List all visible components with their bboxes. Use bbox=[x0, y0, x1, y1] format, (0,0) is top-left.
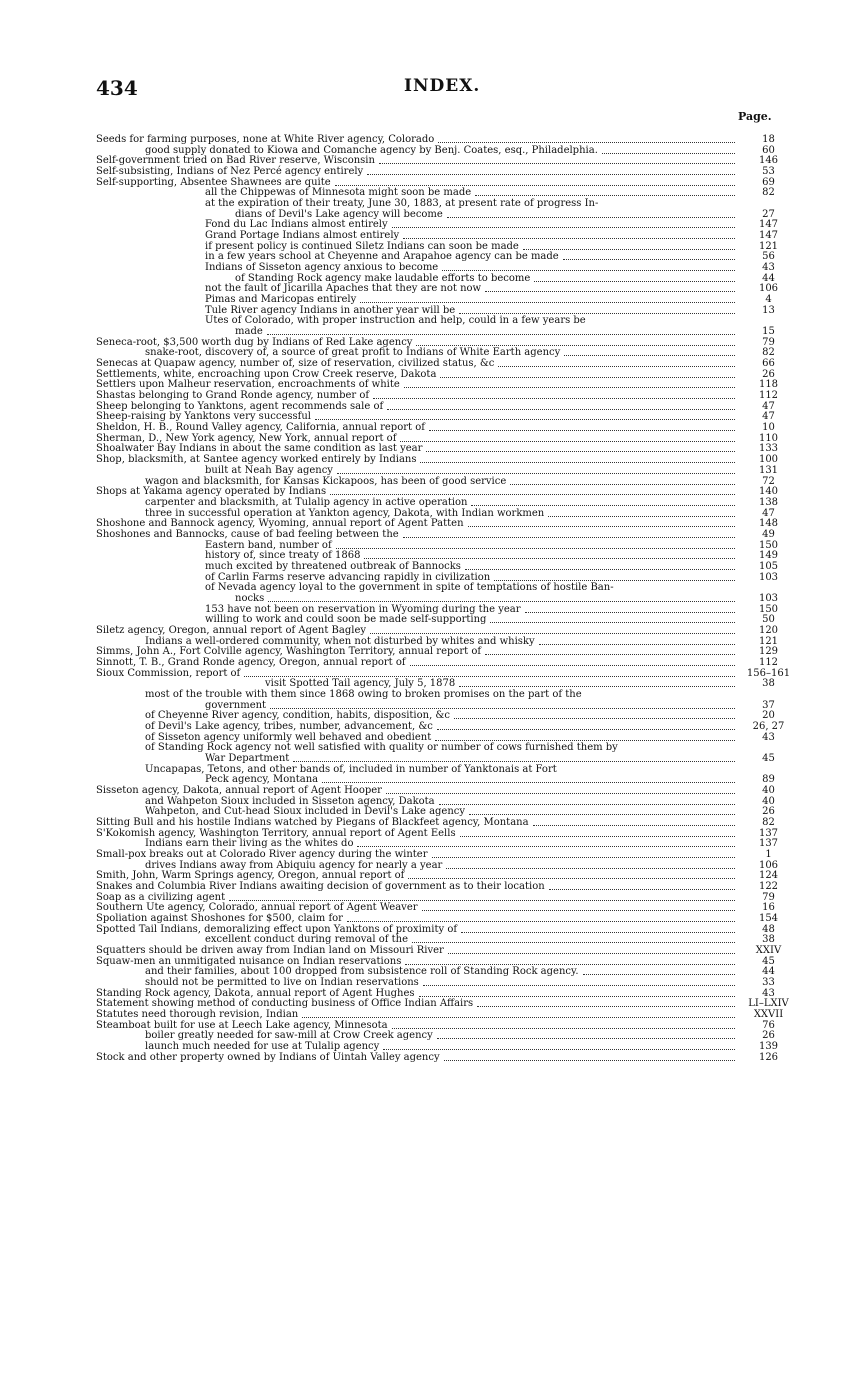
entry-text: wagon and blacksmith, for Kansas Kickapoos, has been of good service bbox=[145, 475, 507, 487]
dot-leader bbox=[403, 238, 735, 239]
entry-page-number: 40 bbox=[762, 784, 775, 796]
entry-page-number: 112 bbox=[758, 390, 779, 402]
dot-leader bbox=[293, 761, 735, 762]
entry-page-number: 140 bbox=[758, 486, 779, 498]
dot-leader bbox=[465, 569, 735, 570]
entry-page-number: 150 bbox=[758, 539, 779, 551]
entry-text: government bbox=[205, 699, 267, 711]
entry-text: Shop, blacksmith, at Santee agency worked entirely by Indians bbox=[96, 454, 417, 466]
entry-page-number: 133 bbox=[758, 443, 779, 455]
dot-leader bbox=[330, 494, 735, 495]
entry-text: Statement showing method of conducting business of Office Indian Affairs bbox=[96, 998, 474, 1010]
entry-text: Uncapapas, Tetons, and other bands of, included in number of Yanktonais at Fort bbox=[145, 763, 557, 775]
entry-text: Simms, John A., Fort Colville agency, Washington Territory, annual report of bbox=[96, 646, 482, 658]
dot-leader bbox=[244, 676, 735, 677]
entry-text: Sinnott, T. B., Grand Ronde agency, Oregon, annual report of bbox=[96, 656, 406, 668]
index-entry bbox=[0, 530, 852, 541]
index-entry bbox=[0, 690, 852, 701]
entry-page-number: 69 bbox=[762, 176, 775, 188]
entry-page-number: 149 bbox=[758, 550, 779, 562]
dot-leader bbox=[583, 974, 735, 975]
entry-text: Sherman, D., New York agency, New York, annual report of bbox=[96, 432, 397, 444]
index-entries bbox=[0, 135, 852, 1063]
index-entry bbox=[0, 1031, 852, 1042]
dot-leader bbox=[549, 889, 735, 890]
entry-text: carpenter and blacksmith, at Tulalip agency in active operation bbox=[145, 496, 468, 508]
dot-leader bbox=[432, 857, 735, 858]
entry-page-number: 106 bbox=[758, 283, 779, 295]
entry-page-number: 139 bbox=[758, 1041, 779, 1053]
index-entry bbox=[0, 594, 852, 605]
dot-leader bbox=[405, 964, 735, 965]
entry-text: Indians earn their living as the whites do bbox=[145, 838, 354, 850]
entry-page-number: 56 bbox=[762, 251, 775, 263]
entry-page-number: 154 bbox=[758, 913, 779, 925]
index-entry bbox=[0, 316, 852, 327]
entry-text: Shoshones and Bannocks, cause of bad feeling between the bbox=[96, 528, 399, 540]
dot-leader bbox=[410, 665, 735, 666]
entry-text: visit Spotted Tail agency, July 5, 1878 bbox=[265, 678, 456, 690]
entry-page-number: 82 bbox=[762, 187, 775, 199]
dot-leader bbox=[477, 1006, 735, 1007]
entry-text: Sheep-raising by Yanktons very successful bbox=[96, 411, 311, 423]
entry-text: Settlers upon Malheur reservation, encroachments of white bbox=[96, 379, 400, 391]
dot-leader bbox=[442, 270, 735, 271]
entry-text: Spoliation against Shoshones for $500, claim for bbox=[96, 913, 343, 925]
dot-leader bbox=[446, 868, 735, 869]
entry-page-number: 124 bbox=[758, 870, 779, 882]
entry-page-number: 16 bbox=[762, 902, 775, 914]
dot-leader bbox=[268, 601, 735, 602]
entry-page-number: 33 bbox=[762, 977, 775, 989]
entry-text: Seeds for farming purposes, none at White River agency, Colorado bbox=[96, 134, 435, 145]
entry-text: S'Kokomish agency, Washington Territory, annual report of Agent Eells bbox=[96, 827, 456, 839]
entry-text: made bbox=[235, 326, 263, 338]
entry-page-number: 10 bbox=[762, 422, 775, 434]
entry-page-number: 47 bbox=[762, 507, 775, 519]
dot-leader bbox=[523, 249, 735, 250]
entry-text: Shastas belonging to Grand Ronde agency, number of bbox=[96, 390, 370, 402]
dot-leader bbox=[422, 910, 735, 911]
index-entry bbox=[0, 562, 852, 573]
entry-text: dians of Devil's Lake agency will become bbox=[235, 208, 443, 220]
dot-leader bbox=[468, 526, 735, 527]
entry-text: Spotted Tail Indians, demoralizing effect upon Yanktons of proximity of bbox=[96, 923, 458, 935]
entry-page-number: 60 bbox=[762, 144, 775, 156]
entry-page-number: 26 bbox=[762, 368, 775, 380]
dot-leader bbox=[408, 878, 735, 879]
entry-page-number: 27 bbox=[762, 208, 775, 220]
entry-text: drives Indians away from Abiquiu agency for nearly a year bbox=[145, 859, 443, 871]
dot-leader bbox=[539, 644, 735, 645]
dot-leader bbox=[429, 430, 735, 431]
entry-page-number: 47 bbox=[762, 400, 775, 412]
entry-text: Self-supporting, Absentee Shawnees are quite bbox=[96, 176, 331, 188]
entry-text: Soap as a civilizing agent bbox=[96, 891, 226, 903]
dot-leader bbox=[364, 558, 735, 559]
entry-text: Squatters should be driven away from Indian land on Missouri River bbox=[96, 945, 444, 957]
entry-page-number: 147 bbox=[758, 230, 779, 242]
dot-leader bbox=[400, 441, 735, 442]
entry-page-number: 106 bbox=[758, 859, 779, 871]
entry-page-number: 72 bbox=[762, 475, 775, 487]
entry-page-number: 44 bbox=[762, 272, 775, 284]
entry-page-number: 38 bbox=[762, 678, 775, 690]
dot-leader bbox=[461, 932, 735, 933]
entry-page-number: 48 bbox=[762, 923, 775, 935]
entry-text: Steamboat built for use at Leech Lake agency, Minnesota bbox=[96, 1019, 388, 1031]
entry-page-number: 38 bbox=[762, 934, 775, 946]
dot-leader bbox=[404, 387, 735, 388]
entry-page-number: 79 bbox=[762, 891, 775, 903]
dot-leader bbox=[416, 345, 735, 346]
dot-leader bbox=[437, 1038, 735, 1039]
dot-leader bbox=[357, 846, 735, 847]
entry-text: excellent conduct during removal of the bbox=[205, 934, 409, 946]
entry-page-number: 18 bbox=[762, 134, 775, 145]
entry-page-number: 146 bbox=[758, 155, 779, 167]
index-entry bbox=[0, 284, 852, 295]
entry-text: and their families, about 100 dropped from subsistence roll of Standing Rock agency. bbox=[145, 966, 579, 978]
entry-page-number: 66 bbox=[762, 358, 775, 370]
entry-page-number: 53 bbox=[762, 166, 775, 178]
dot-leader bbox=[423, 985, 735, 986]
dot-leader bbox=[525, 612, 735, 613]
entry-page-number: 4 bbox=[765, 294, 772, 306]
entry-text: at the expiration of their treaty, June 30, 1883, at present rate of progress In- bbox=[205, 198, 599, 210]
dot-leader bbox=[367, 174, 735, 175]
entry-text: Settlements, white, encroaching upon Crow Creek reserve, Dakota bbox=[96, 368, 437, 380]
dot-leader bbox=[403, 537, 735, 538]
entry-text: in a few years school at Cheyenne and Arapahoe agency can be made bbox=[205, 251, 559, 263]
index-entry bbox=[0, 210, 852, 221]
entry-text: Peck agency, Montana bbox=[205, 774, 319, 786]
entry-text: Snakes and Columbia River Indians awaiting decision of government as to their location bbox=[96, 881, 545, 893]
index-entry bbox=[0, 466, 852, 477]
dot-leader bbox=[315, 419, 735, 420]
index-entry bbox=[0, 220, 852, 231]
entry-page-number: 150 bbox=[758, 603, 779, 615]
dot-leader bbox=[360, 302, 735, 303]
entry-text: Standing Rock agency, Dakota, annual report of Agent Hughes bbox=[96, 987, 415, 999]
entry-page-number: 103 bbox=[758, 592, 779, 604]
entry-page-number: 121 bbox=[758, 240, 779, 252]
entry-page-number: 129 bbox=[758, 646, 779, 658]
entry-text: of Nevada agency loyal to the government in spite of temptations of hostile Ban- bbox=[205, 582, 614, 594]
entry-page-number: 148 bbox=[758, 518, 779, 530]
entry-text: should not be permitted to live on Indian reservations bbox=[145, 977, 419, 989]
dot-leader bbox=[548, 516, 735, 517]
entry-text: snake-root, discovery of, a source of great profit to Indians of White Earth agency bbox=[145, 347, 561, 359]
entry-text: Shoshone and Bannock agency, Wyoming, annual report of Agent Patten bbox=[96, 518, 464, 530]
entry-page-number: 26 bbox=[762, 1030, 775, 1042]
entry-text: three in successful operation at Yankton agency, Dakota, with Indian workmen bbox=[145, 507, 545, 519]
entry-text: 153 have not been on reservation in Wyoming during the year bbox=[205, 603, 521, 615]
entry-text: of Standing Rock agency make laudable efforts to become bbox=[235, 272, 531, 284]
entry-page-number: 131 bbox=[758, 464, 779, 476]
entry-text: Sheep belonging to Yanktons, agent recommends sale of bbox=[96, 400, 384, 412]
index-entry bbox=[0, 583, 852, 594]
dot-leader bbox=[435, 740, 735, 741]
entry-text: Senecas at Quapaw agency, number of, size of reservation, civilized status, &c bbox=[96, 358, 495, 370]
dot-leader bbox=[490, 622, 735, 623]
entry-page-number: 100 bbox=[758, 454, 779, 466]
dot-leader bbox=[454, 718, 735, 719]
entry-text: good supply donated to Kiowa and Comanche agency by Benj. Coates, esq., Philadelphia. bbox=[145, 144, 598, 156]
entry-page-number: LI–LXIV bbox=[748, 998, 789, 1010]
dot-leader bbox=[563, 259, 735, 260]
dot-leader bbox=[534, 281, 735, 282]
entry-page-number: 79 bbox=[762, 336, 775, 348]
dot-leader bbox=[373, 398, 735, 399]
entry-text: built at Neah Bay agency bbox=[205, 464, 333, 476]
index-entry bbox=[0, 498, 852, 509]
dot-leader bbox=[494, 580, 735, 581]
entry-text: Self-subsisting, Indians of Nez Percé agency entirely bbox=[96, 166, 364, 178]
entry-text: willing to work and could soon be made self-supporting bbox=[205, 614, 487, 626]
dot-leader bbox=[448, 953, 735, 954]
dot-leader bbox=[437, 729, 735, 730]
entry-text: boiler greatly needed for saw-mill at Crow Creek agency bbox=[145, 1030, 433, 1042]
index-entry bbox=[0, 829, 852, 840]
entry-page-number: 26 bbox=[762, 806, 775, 818]
dot-leader bbox=[485, 654, 735, 655]
entry-page-number: 20 bbox=[762, 710, 775, 722]
entry-page-number: 89 bbox=[762, 774, 775, 786]
entry-text: not the fault of Jicarilla Apaches that they are not now bbox=[205, 283, 482, 295]
dot-leader bbox=[336, 548, 735, 549]
entry-text: Siletz agency, Oregon, annual report of Agent Bagley bbox=[96, 624, 367, 636]
entry-page-number: XXIV bbox=[755, 945, 782, 957]
entry-text: Eastern band, number of bbox=[205, 539, 332, 551]
entry-text: of Standing Rock agency not well satisfied with quality or number of cows furnished them by bbox=[145, 742, 618, 754]
entry-page-number: 138 bbox=[758, 496, 779, 508]
dot-leader bbox=[322, 782, 735, 783]
index-entry bbox=[0, 658, 852, 669]
entry-page-number: 103 bbox=[758, 571, 779, 583]
dot-leader bbox=[392, 1028, 735, 1029]
entry-text: War Department bbox=[205, 752, 290, 764]
dot-leader bbox=[386, 793, 735, 794]
entry-page-number: 121 bbox=[758, 635, 779, 647]
entry-page-number: 43 bbox=[762, 987, 775, 999]
entry-page-number: 40 bbox=[762, 795, 775, 807]
entry-text: Pimas and Maricopas entirely bbox=[205, 294, 357, 306]
dot-leader bbox=[564, 355, 735, 356]
dot-leader bbox=[602, 153, 735, 154]
entry-page-number: 147 bbox=[758, 219, 779, 231]
entry-text: Utes of Colorado, with proper instruction and help, could in a few years be bbox=[205, 315, 586, 327]
entry-text: Fond du Lac Indians almost entirely bbox=[205, 219, 388, 231]
page-number: 434 bbox=[96, 76, 138, 100]
dot-leader bbox=[267, 334, 735, 335]
entry-text: Sisseton agency, Dakota, annual report of Agent Hooper bbox=[96, 784, 382, 796]
dot-leader bbox=[426, 451, 735, 452]
entry-page-number: 137 bbox=[758, 838, 779, 850]
entry-text: launch much needed for use at Tulalip agency bbox=[145, 1041, 380, 1053]
dot-leader bbox=[419, 996, 735, 997]
entry-page-number: 44 bbox=[762, 966, 775, 978]
dot-leader bbox=[335, 185, 735, 186]
dot-leader bbox=[392, 227, 735, 228]
entry-text: Sitting Bull and his hostile Indians watched by Piegans of Blackfeet agency, Montana bbox=[96, 817, 529, 828]
entry-page-number: 45 bbox=[762, 752, 775, 764]
dot-leader bbox=[469, 814, 735, 815]
entry-page-number: 45 bbox=[762, 955, 775, 967]
entry-text: Indians of Sisseton agency anxious to become bbox=[205, 262, 439, 274]
entry-page-number: XXVII bbox=[753, 1009, 784, 1021]
entry-page-number: 15 bbox=[762, 326, 775, 338]
entry-page-number: 47 bbox=[762, 411, 775, 423]
entry-text: of Cheyenne River agency, condition, habits, disposition, &c bbox=[145, 710, 450, 722]
index-entry bbox=[0, 626, 852, 637]
entry-page-number: 43 bbox=[762, 262, 775, 274]
dot-leader bbox=[379, 163, 735, 164]
entry-page-number: 156–161 bbox=[746, 667, 791, 679]
dot-leader bbox=[459, 313, 735, 314]
entry-page-number: 50 bbox=[762, 614, 775, 626]
entry-text: all the Chippewas of Minnesota might soon be made bbox=[205, 187, 472, 199]
entry-text: Smith, John, Warm Springs agency, Oregon, annual report of bbox=[96, 870, 405, 882]
entry-page-number: 49 bbox=[762, 528, 775, 540]
index-entry bbox=[0, 455, 852, 466]
page-column-heading: Page. bbox=[738, 110, 772, 123]
index-entry bbox=[0, 925, 852, 936]
page-title: INDEX. bbox=[404, 76, 481, 96]
dot-leader bbox=[447, 217, 735, 218]
entry-page-number: 1 bbox=[765, 849, 772, 861]
dot-leader bbox=[533, 825, 735, 826]
entry-text: much excited by threatened outbreak of Bannocks bbox=[205, 560, 461, 572]
entry-text: Statutes need thorough revision, Indian bbox=[96, 1009, 299, 1021]
dot-leader bbox=[370, 633, 735, 634]
index-entry bbox=[0, 541, 852, 552]
entry-text: Self-government tried on Bad River reserve, Wisconsin bbox=[96, 155, 375, 167]
entry-page-number: 76 bbox=[762, 1019, 775, 1031]
entry-page-number: 118 bbox=[758, 379, 779, 391]
entry-text: Grand Portage Indians almost entirely bbox=[205, 230, 400, 242]
dot-leader bbox=[347, 921, 735, 922]
entry-page-number: 110 bbox=[758, 432, 779, 444]
entry-text: of Carlin Farms reserve advancing rapidly in civilization bbox=[205, 571, 491, 583]
dot-leader bbox=[440, 377, 735, 378]
entry-text: most of the trouble with them since 1868 owing to broken promises on the part of the bbox=[145, 688, 582, 700]
entry-page-number: 13 bbox=[762, 304, 775, 316]
entry-text: Squaw-men an unmitigated nuisance on Indian reservations bbox=[96, 955, 402, 967]
dot-leader bbox=[438, 142, 735, 143]
entry-page-number: 105 bbox=[758, 560, 779, 572]
dot-leader bbox=[302, 1017, 735, 1018]
entry-text: Southern Ute agency, Colorado, annual report of Agent Weaver bbox=[96, 902, 418, 914]
entry-text: Small-pox breaks out at Colorado River agency during the winter bbox=[96, 849, 428, 861]
entry-text: Stock and other property owned by Indians of Uintah Valley agency bbox=[96, 1051, 440, 1063]
dot-leader bbox=[510, 484, 735, 485]
dot-leader bbox=[471, 505, 735, 506]
dot-leader bbox=[337, 473, 735, 474]
entry-text: Sheldon, H. B., Round Valley agency, California, annual report of bbox=[96, 422, 425, 434]
entry-page-number: 120 bbox=[758, 624, 779, 636]
entry-text: of Sisseton agency uniformly well behaved and obedient bbox=[145, 731, 432, 743]
entry-text: of Devil's Lake agency, tribes, number, advancement, &c bbox=[145, 720, 433, 732]
entry-page-number: 112 bbox=[758, 656, 779, 668]
index-entry bbox=[0, 743, 852, 754]
entry-page-number: 126 bbox=[758, 1051, 779, 1063]
entry-text: Tule River agency Indians in another year will be bbox=[205, 304, 456, 316]
index-entry bbox=[0, 1053, 852, 1064]
entry-page-number: 82 bbox=[762, 347, 775, 359]
dot-leader bbox=[420, 462, 735, 463]
entry-text: Seneca-root, $3,500 worth dug by Indians of Red Lake agency bbox=[96, 336, 413, 348]
entry-text: and Wahpeton Sioux included in Sisseton agency, Dakota bbox=[145, 795, 435, 807]
dot-leader bbox=[498, 366, 735, 367]
index-entry bbox=[0, 967, 852, 978]
entry-text: Indians a well-ordered community, when not disturbed by whites and whisky bbox=[145, 635, 535, 647]
entry-page-number: 137 bbox=[758, 827, 779, 839]
dot-leader bbox=[270, 708, 735, 709]
entry-page-number: 43 bbox=[762, 731, 775, 743]
dot-leader bbox=[387, 409, 735, 410]
entry-text: Shoalwater Bay Indians in about the same condition as last year bbox=[96, 443, 423, 455]
dot-leader bbox=[439, 804, 735, 805]
entry-text: Shops at Yakama agency operated by Indians bbox=[96, 486, 327, 498]
dot-leader bbox=[383, 1049, 735, 1050]
dot-leader bbox=[229, 900, 735, 901]
dot-leader bbox=[412, 942, 735, 943]
entry-page-number: 37 bbox=[762, 699, 775, 711]
entry-text: history of, since treaty of 1868 bbox=[205, 550, 361, 562]
dot-leader bbox=[460, 836, 735, 837]
entry-page-number: 82 bbox=[762, 817, 775, 828]
index-entry bbox=[0, 765, 852, 776]
entry-page-number: 26, 27 bbox=[752, 720, 785, 732]
entry-text: Sioux Commission, report of bbox=[96, 667, 241, 679]
entry-text: if present policy is continued Siletz Indians can soon be made bbox=[205, 240, 519, 252]
entry-text: nocks bbox=[235, 592, 265, 604]
dot-leader bbox=[459, 686, 735, 687]
entry-page-number: 122 bbox=[758, 881, 779, 893]
entry-text: Wahpeton, and Cut-head Sioux included in Devil's Lake agency bbox=[145, 806, 466, 818]
dot-leader bbox=[485, 291, 735, 292]
dot-leader bbox=[444, 1060, 735, 1061]
dot-leader bbox=[475, 195, 735, 196]
